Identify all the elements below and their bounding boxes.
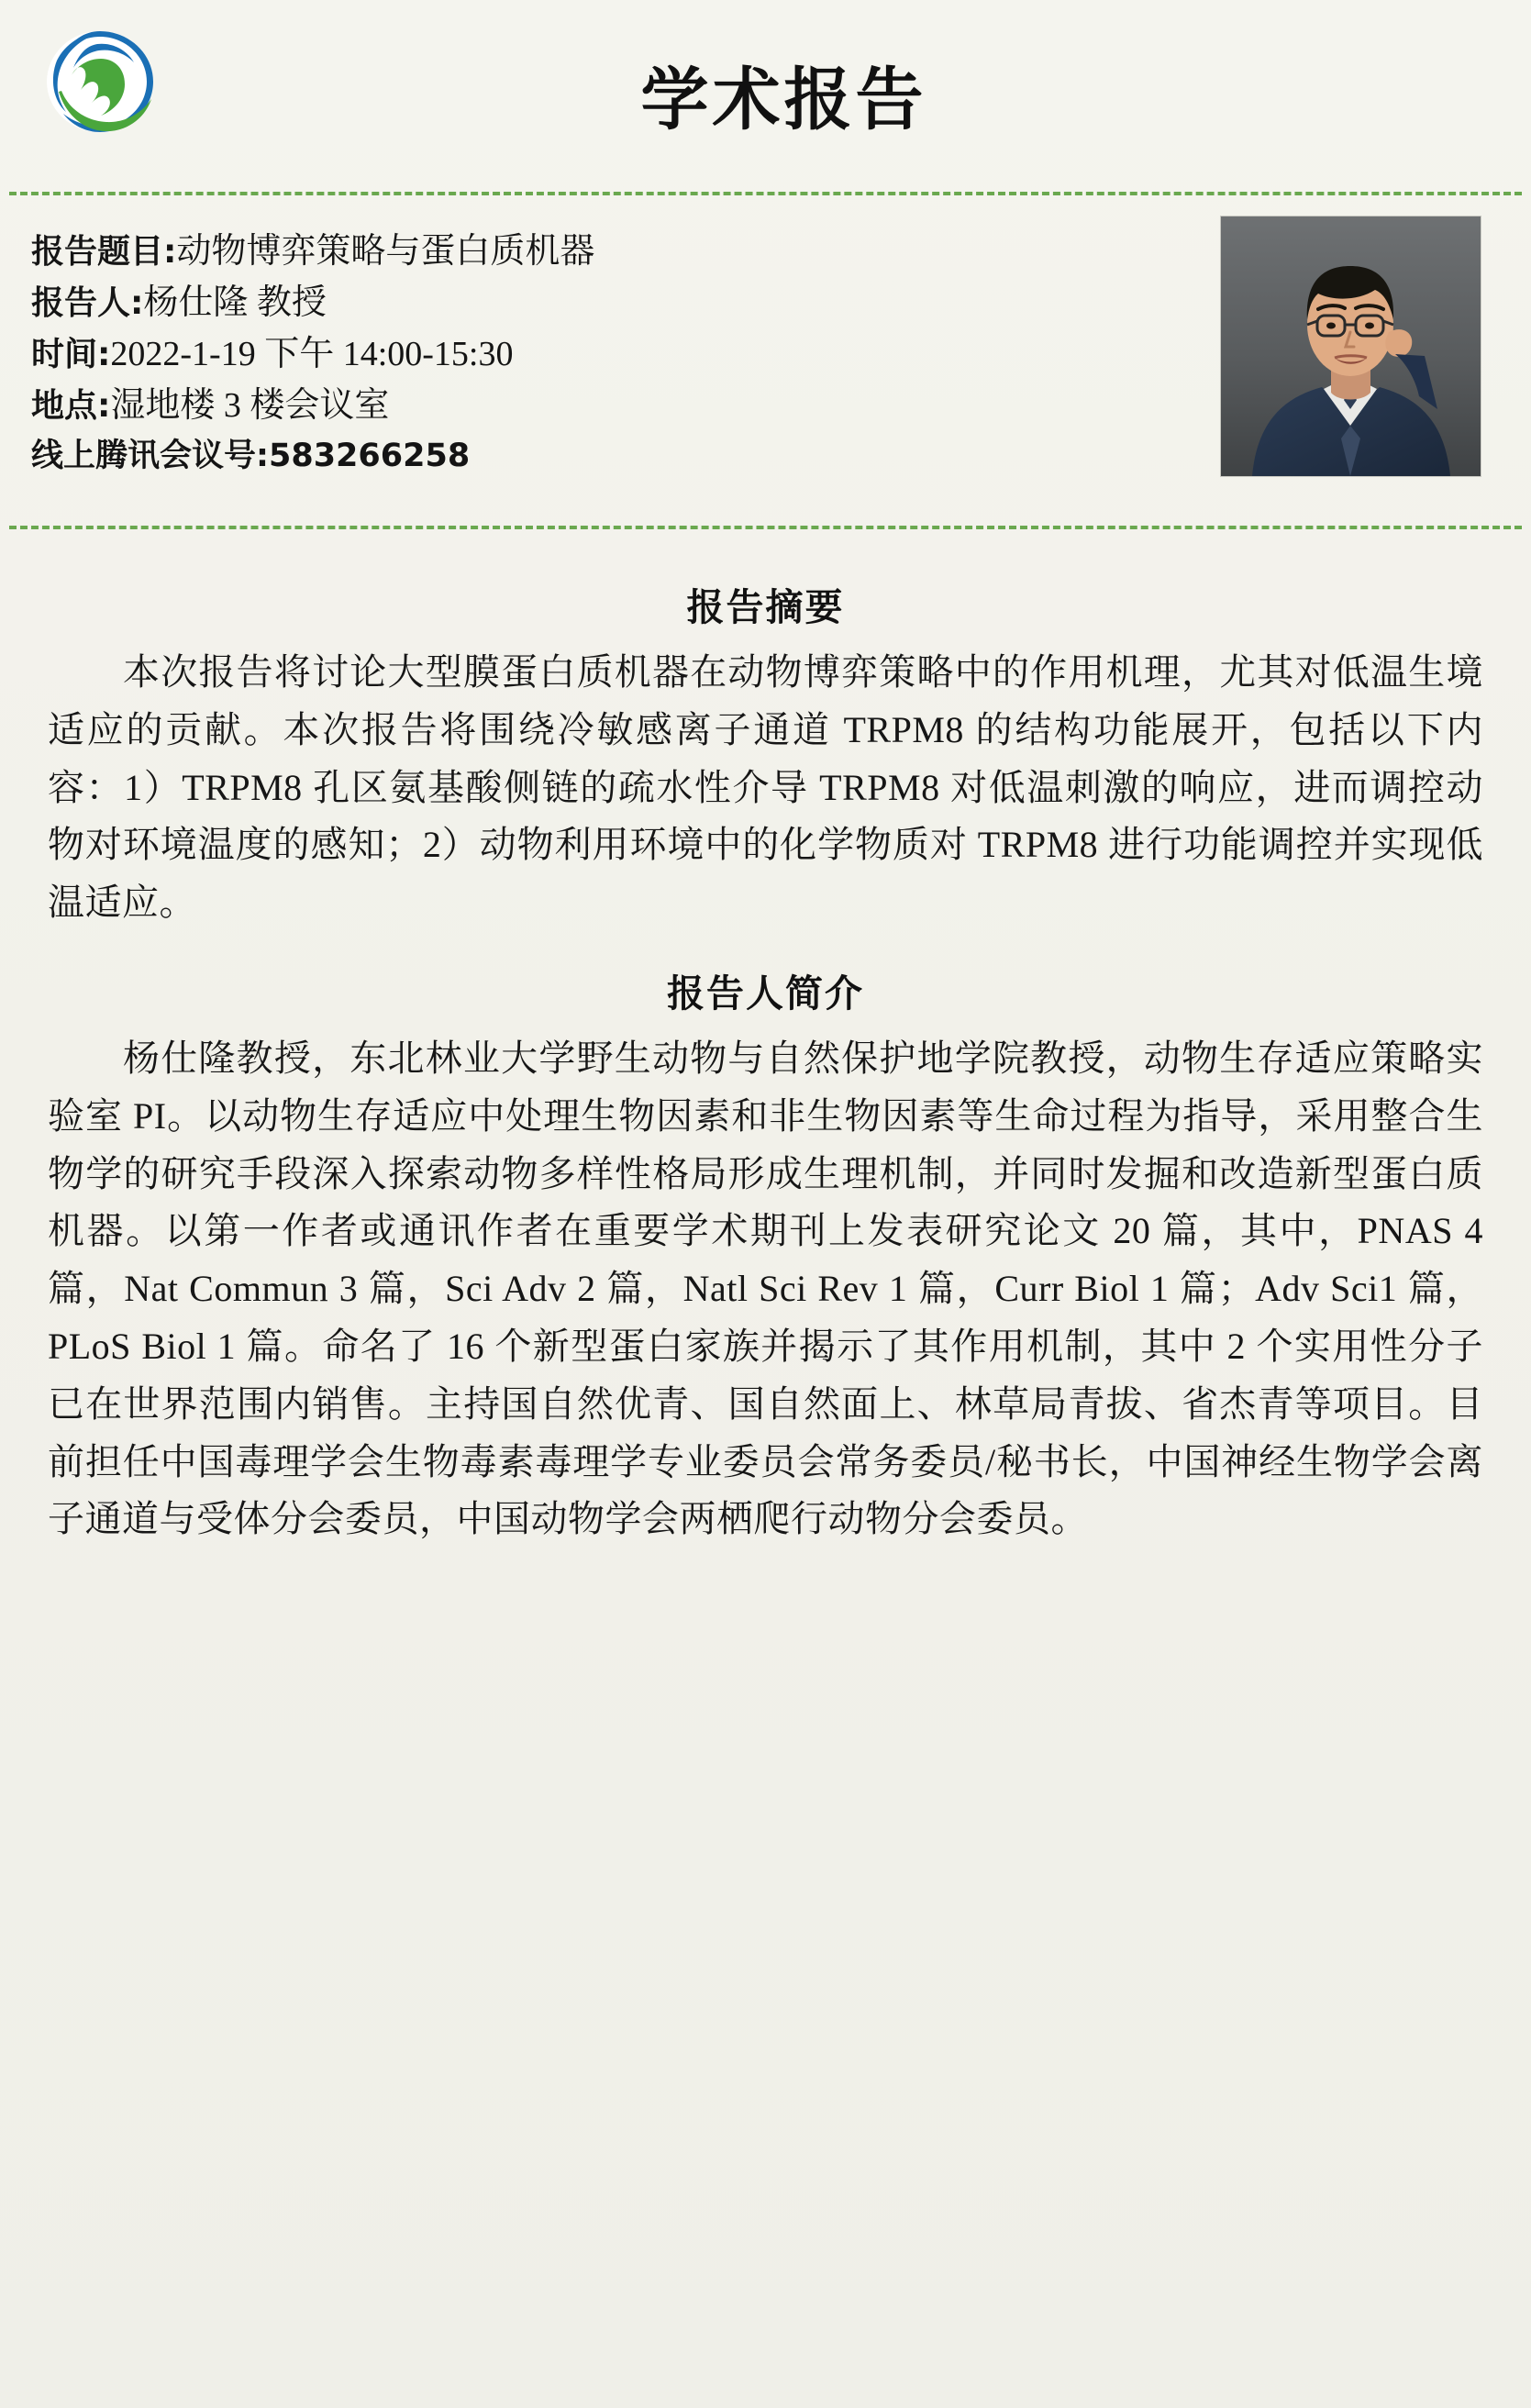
place-label: 地点: <box>31 386 111 425</box>
speaker-photo <box>1220 216 1481 477</box>
place-value: 湿地楼 3 楼会议室 <box>110 385 390 425</box>
poster-body <box>0 529 1531 1548</box>
abstract-text: 本次报告将讨论大型膜蛋白质机器在动物博弈策略中的作用机理，尤其对低温生境适应的贡献。本次报告将围绕冷敏感离子通道 TRPM8 的结构功能展开，包括以下内容：1）TRPM8 孔区氨基酸侧链的疏水性介导 TRPM8 对低温刺激的响应，进而调控动物对环境温度的感知；2）动物利用环境中的化学物质对 TRPM8 进行功能调控并实现低温适应。 <box>48 651 1483 924</box>
info-row-speaker <box>31 278 976 329</box>
speaker-value: 杨仕隆 教授 <box>143 283 327 322</box>
topic-value: 动物博弈策略与蛋白质机器 <box>176 232 595 271</box>
info-row-topic <box>31 227 976 278</box>
info-row-meeting <box>31 431 976 481</box>
time-value: 2022-1-19 下午 14:00-15:30 <box>110 334 514 373</box>
abstract-title: 报告摘要 <box>686 585 845 629</box>
topic-label: 报告题目: <box>31 233 177 271</box>
biography-title: 报告人简介 <box>667 971 864 1015</box>
meeting-label: 线上腾讯会议号: <box>31 438 269 475</box>
page-title: 学术报告 <box>640 60 927 139</box>
university-emblem-icon <box>44 28 156 136</box>
speaker-label: 报告人: <box>31 283 144 322</box>
biography-text: 杨仕隆教授，东北林业大学野生动物与自然保护地学院教授，动物生存适应策略实验室 PI。以动物生存适应中处理生物因素和非生物因素等生命过程为指导，采用整合生物学的研究手段深入探索动物多样性格局形成生理机制，并同时发掘和改造新型蛋白质机器。以第一作者或通讯作者在重要学术期刊上发表研究论文 20 篇，其中，PNAS 4 篇，Nat Commun 3 篇，Sci Adv 2 篇，Natl Sci Rev 1 篇，Curr Biol 1 篇；Adv Sci1 篇，PLoS Biol 1 篇。命名了 16 个新型蛋白家族并揭示了其作用机制，其中 2 个实用性分子已在世界范围内销售。主持国自然优青、国自然面上、林草局青拔、省杰青等项目。目前担任中国毒理学会生物毒素毒理学专业委员会常务委员/秘书长，中国神经生物学会离子通道与受体分会委员，中国动物学会两栖爬行动物分会委员。 <box>48 1037 1483 1540</box>
event-info-block <box>0 195 1531 526</box>
meeting-value: 583266258 <box>269 438 471 475</box>
time-label: 时间: <box>31 335 111 373</box>
info-row-place <box>31 381 976 432</box>
event-info-lines <box>31 227 976 482</box>
info-row-time <box>31 329 976 381</box>
poster-header <box>0 0 1531 188</box>
